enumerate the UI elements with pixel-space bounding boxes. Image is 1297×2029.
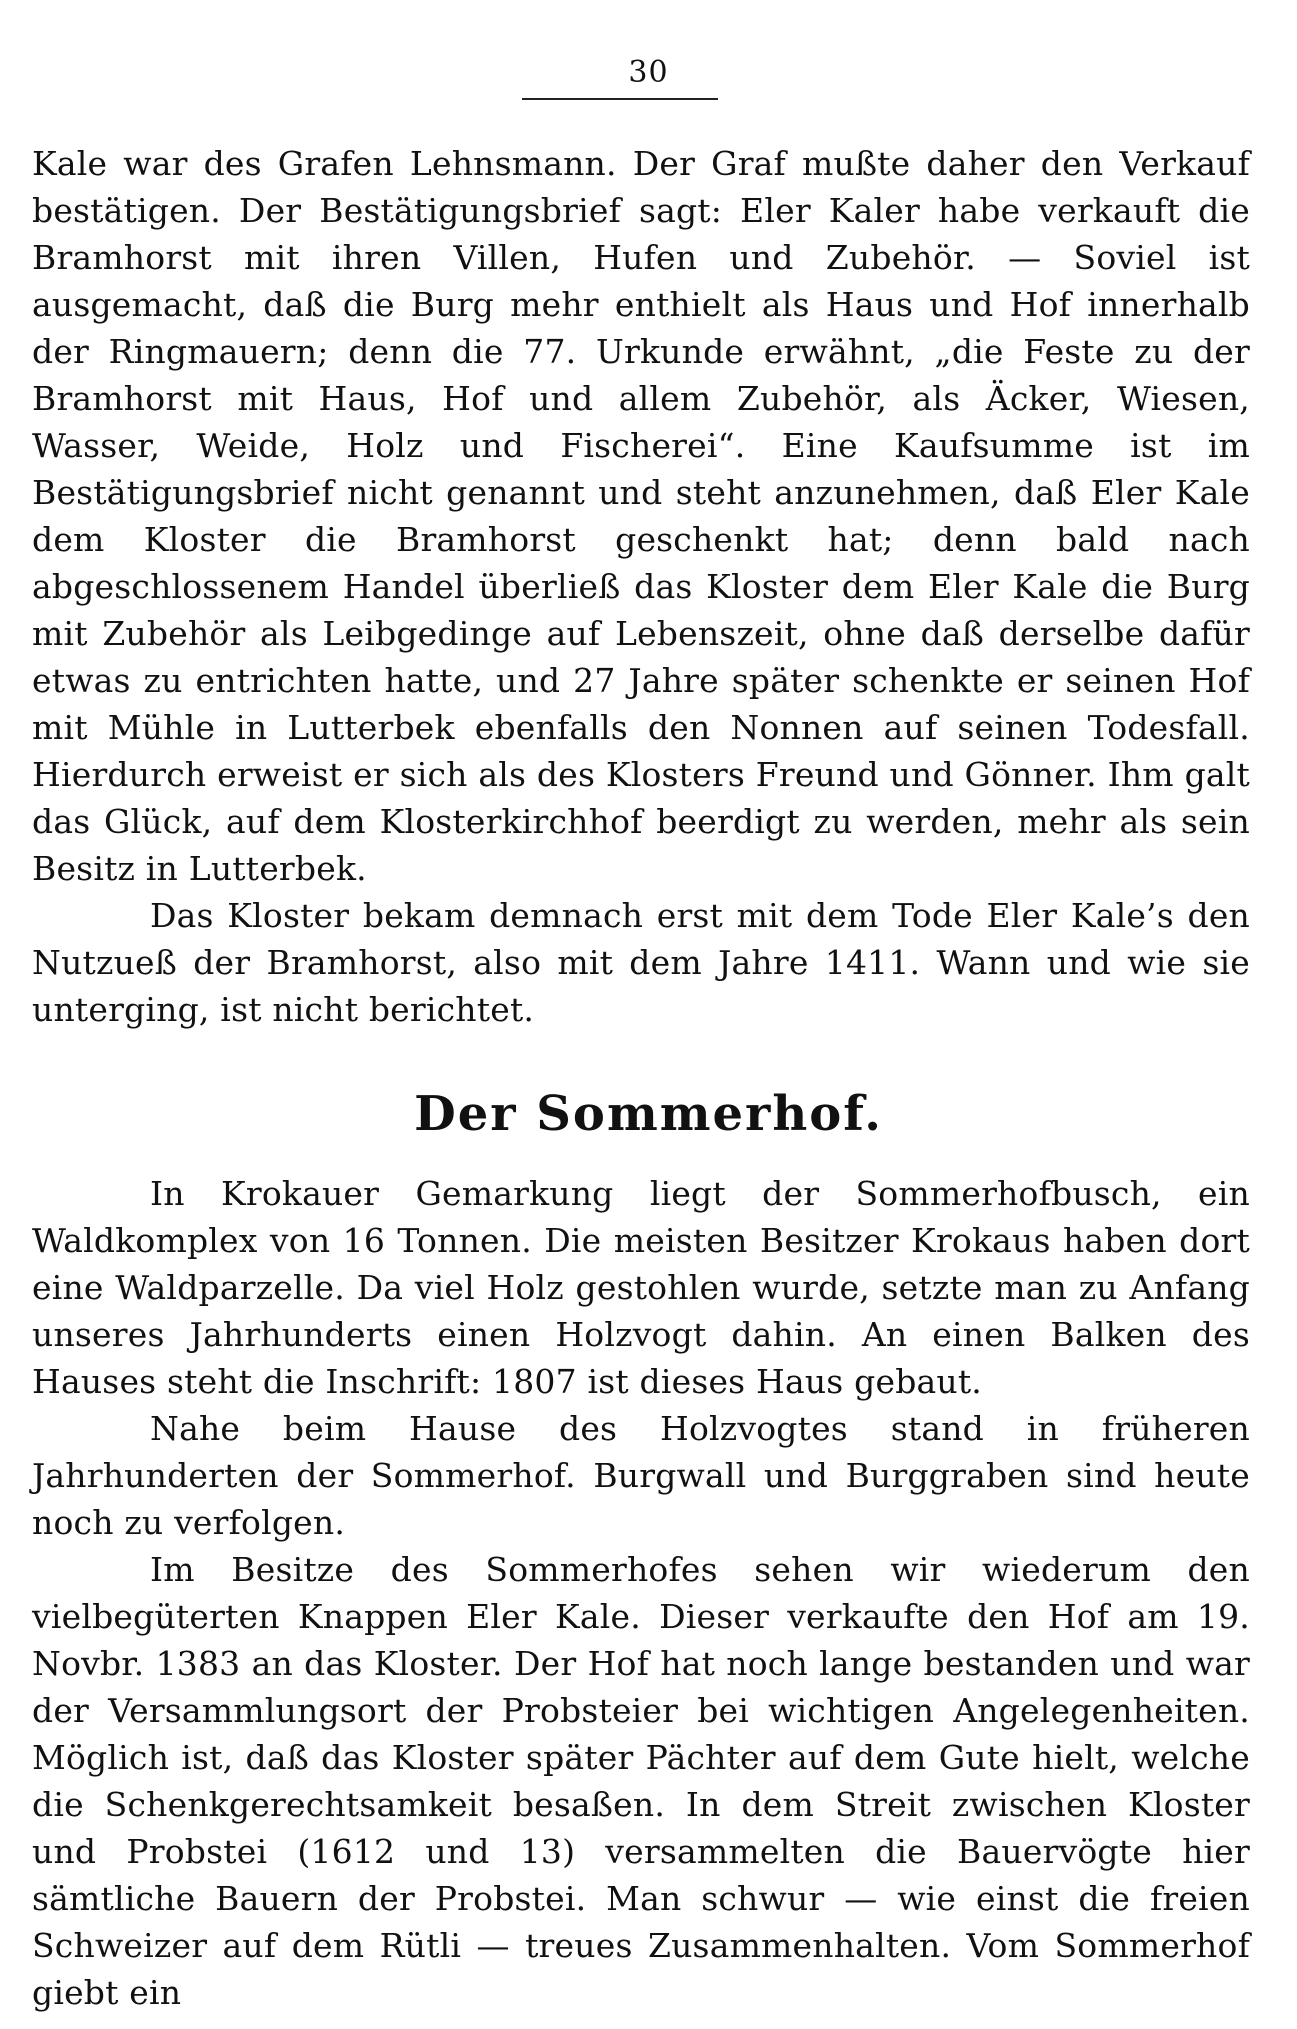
paragraph: In Krokauer Gemarkung liegt der Sommerhofbusch, ein Waldkomplex von 16 Tonnen. Die meisten Besitzer Krokaus haben dort eine Waldparzelle. Da viel Holz gestohlen wurde, setzte man zu Anfang unseres Jahrhunderts einen Holzvogt dahin. An einen Balken des Hauses steht die Inschrift: 1807 ist dieses Haus gebaut. bbox=[32, 1174, 1250, 1401]
section-title: Der Sommerhof. bbox=[414, 1086, 883, 1142]
section-bramhorst-text bbox=[32, 140, 1250, 1033]
section-sommerhof-text bbox=[32, 1170, 1250, 2016]
header-rule bbox=[522, 98, 718, 100]
paragraph: Nahe beim Hause des Holzvogtes stand in früheren Jahrhunderten der Sommerhof. Burgwall und Burggraben sind heute noch zu verfolgen. bbox=[32, 1409, 1250, 1542]
page-number: 30 bbox=[628, 55, 669, 90]
paragraph: Kale war des Grafen Lehnsmann. Der Graf mußte daher den Verkauf bestätigen. Der Bestätigungsbrief sagt: Eler Kaler habe verkauft die Bramhorst mit ihren Villen, Hufen und Zubehör. — Soviel ist ausgemacht, daß die Burg mehr enthielt als Haus und Hof innerhalb der Ringmauern; denn die 77. Urkunde erwähnt, „die Feste zu der Bramhorst mit Haus, Hof und allem Zubehör, als Äcker, Wiesen, Wasser, Weide, Holz und Fischerei“. Eine Kaufsumme ist im Bestätigungsbrief nicht genannt und steht anzunehmen, daß Eler Kale dem Kloster die Bramhorst geschenkt hat; denn bald nach abgeschlossenem Handel überließ das Kloster dem Eler Kale die Burg mit Zubehör als Leibgedinge auf Lebenszeit, ohne daß derselbe dafür etwas zu entrichten hatte, und 27 Jahre später schenkte er seinen Hof mit Mühle in Lutterbek ebenfalls den Nonnen auf seinen Todesfall. Hierdurch erweist er sich als des Klosters Freund und Gönner. Ihm galt das Glück, auf dem Klosterkirchhof beerdigt zu werden, mehr als sein Besitz in Lutterbek. bbox=[32, 144, 1250, 888]
paragraph: Im Besitze des Sommerhofes sehen wir wiederum den vielbegüterten Knappen Eler Kale. Dieser verkaufte den Hof am 19. Novbr. 1383 an das Kloster. Der Hof hat noch lange bestanden und war der Versammlungsort der Probsteier bei wichtigen Angelegenheiten. Möglich ist, daß das Kloster später Pächter auf dem Gute hielt, welche die Schenkgerechtsamkeit besaßen. In dem Streit zwischen Kloster und Probstei (1612 und 13) versammelten die Bauervögte hier sämtliche Bauern der Probstei. Man schwur — wie einst die freien Schweizer auf dem Rütli — treues Zusammenhalten. Vom Sommerhof giebt ein bbox=[32, 1550, 1250, 2012]
paragraph: Das Kloster bekam demnach erst mit dem Tode Eler Kale’s den Nutzueß der Bramhorst, also mit dem Jahre 1411. Wann und wie sie unterging, ist nicht berichtet. bbox=[32, 896, 1250, 1029]
